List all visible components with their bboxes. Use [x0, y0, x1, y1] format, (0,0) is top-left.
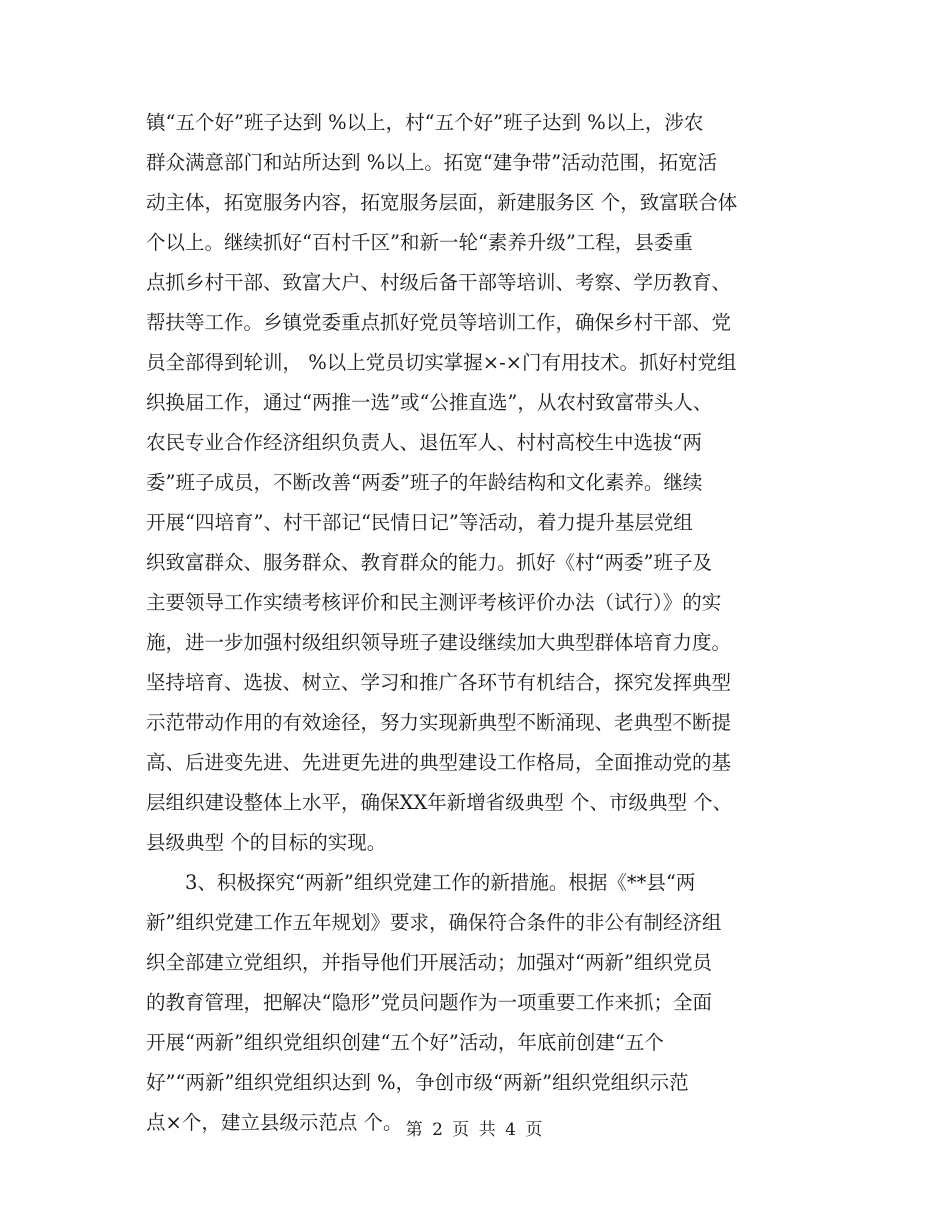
- text-line: 坚持培育、选拔、树立、学习和推广各环节有机结合，探究发挥典型: [146, 671, 732, 694]
- text-line: 层组织建设整体上水平，确保XX年新增省级典型 个、市级典型 个、: [146, 791, 733, 814]
- text-line: 织全部建立党组织，并指导他们开展活动；加强对“两新”组织党员: [146, 951, 712, 974]
- text-line: 镇“五个好”班子达到 %以上，村“五个好”班子达到 %以上，涉农: [146, 111, 704, 134]
- text-line: 员全部得到轮训， %以上党员切实掌握×-×门有用技术。抓好村党组: [146, 351, 737, 374]
- text-line: 好”“两新”组织党组织达到 %，争创市级“两新”组织党组织示范: [146, 1071, 689, 1094]
- text-line: 动主体，拓宽服务内容，拓宽服务层面，新建服务区 个，致富联合体: [146, 191, 738, 214]
- text-line: 群众满意部门和站所达到 %以上。拓宽“建争带”活动范围，拓宽活: [146, 151, 718, 174]
- text-line: 主要领导工作实绩考核评价和民主测评考核评价办法（试行）》的实: [146, 591, 722, 614]
- text-line: 点抓乡村干部、致富大户、村级后备干部等培训、考察、学历教育、: [146, 271, 732, 294]
- text-line: 高、后进变先进、先进更先进的典型建设工作格局，全面推动党的基: [146, 751, 732, 774]
- text-line: 个以上。继续抓好“百村千区”和新一轮“素养升级”工程，县委重: [146, 231, 693, 254]
- text-line: 帮扶等工作。乡镇党委重点抓好党员等培训工作，确保乡村干部、党: [146, 311, 732, 334]
- text-line: 的教育管理，把解决“隐形”党员问题作为一项重要工作来抓；全面: [146, 991, 712, 1014]
- text-line: 委”班子成员，不断改善“两委”班子的年龄结构和文化素养。继续: [146, 471, 703, 494]
- text-line: 新”组织党建工作五年规划》要求，确保符合条件的非公有制经济组: [146, 911, 722, 934]
- text-line: 织致富群众、服务群众、教育群众的能力。抓好《村“两委”班子及: [146, 551, 712, 574]
- text-line: 示范带动作用的有效途径，努力实现新典型不断涌现、老典型不断提: [146, 711, 732, 734]
- text-line: 开展“两新”组织党组织创建“五个好”活动，年底前创建“五个: [146, 1031, 664, 1054]
- text-line: 农民专业合作经济组织负责人、退伍军人、村村高校生中选拔“两: [146, 431, 702, 454]
- text-line: 开展“四培育”、村干部记“民情日记”等活动，着力提升基层党组: [146, 511, 693, 534]
- text-line: 织换届工作，通过“两推一选”或“公推直选”，从农村致富带头人、: [146, 391, 713, 414]
- text-line: 3、积极探究“两新”组织党建工作的新措施。根据《**县“两: [146, 871, 696, 894]
- page-number: 第 2 页 共 4 页: [405, 1120, 545, 1140]
- text-line: 点×个，建立县级示范点 个。: [146, 1111, 403, 1134]
- text-line: 施，进一步加强村级组织领导班子建设继续加大典型群体培育力度。: [146, 631, 732, 654]
- text-line: 县级典型 个的目标的实现。: [146, 831, 387, 854]
- body-text: [146, 103, 816, 1143]
